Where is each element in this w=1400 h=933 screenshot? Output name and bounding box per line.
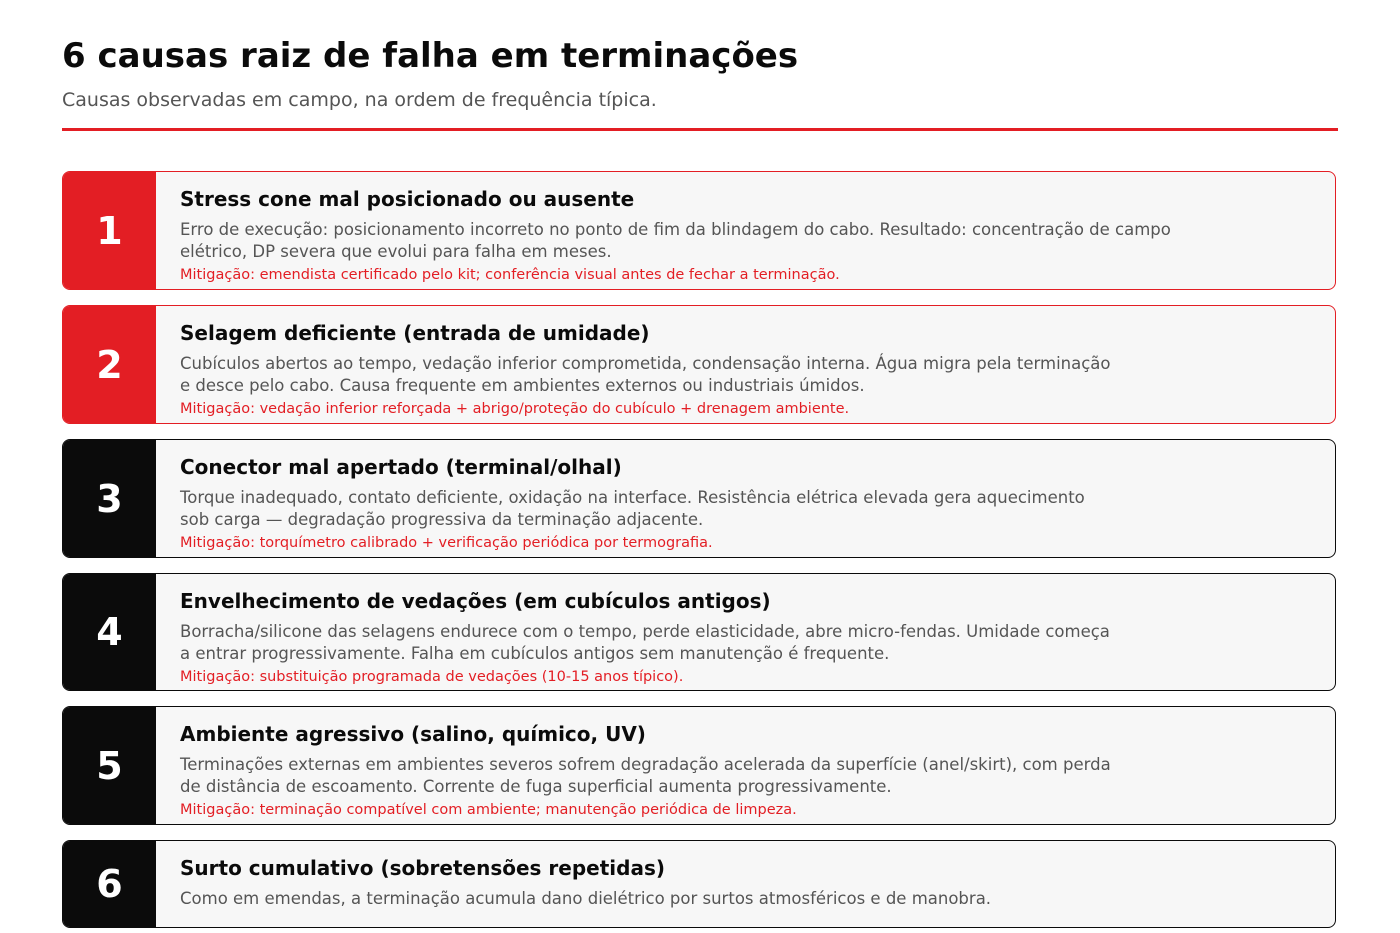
cause-title: Envelhecimento de vedações (em cubículos antigos) — [180, 589, 771, 613]
cause-description — [180, 754, 1210, 798]
cause-description-line: de distância de escoamento. Corrente de fuga superficial aumenta progressivamente. — [180, 777, 892, 796]
cause-number-badge: 6 — [63, 841, 156, 927]
cause-description-line: Erro de execução: posicionamento incorreto no ponto de fim da blindagem do cabo. Resultado: concentração de campo — [180, 220, 1171, 239]
cause-title: Selagem deficiente (entrada de umidade) — [180, 321, 650, 345]
cause-number-badge: 5 — [63, 707, 156, 824]
cause-description-line: sob carga — degradação progressiva da terminação adjacente. — [180, 510, 704, 529]
page-subtitle: Causas observadas em campo, na ordem de frequência típica. — [62, 89, 657, 111]
cause-description-line: Torque inadequado, contato deficiente, oxidação na interface. Resistência elétrica elevada gera aquecimento — [180, 488, 1085, 507]
cause-title: Surto cumulativo (sobretensões repetidas) — [180, 856, 665, 880]
cause-number-badge: 1 — [63, 172, 156, 289]
cause-description-line: Como em emendas, a terminação acumula dano dielétrico por surtos atmosféricos e de manobra. — [180, 889, 992, 908]
cause-description-line: Cubículos abertos ao tempo, vedação inferior comprometida, condensação interna. Água migra pela terminação — [180, 354, 1111, 373]
cause-mitigation: Mitigação: substituição programada de vedações (10-15 anos típico). — [180, 669, 684, 685]
cause-description-line: Terminações externas em ambientes severos sofrem degradação acelerada da superfície (anel/skirt), com perda — [180, 755, 1111, 774]
page-title: 6 causas raiz de falha em terminações — [62, 36, 799, 76]
cause-title: Stress cone mal posicionado ou ausente — [180, 187, 635, 211]
cause-mitigation: Mitigação: torquímetro calibrado + verificação periódica por termografia. — [180, 535, 713, 551]
cause-title: Conector mal apertado (terminal/olhal) — [180, 455, 622, 479]
cause-description-line: e desce pelo cabo. Causa frequente em ambientes externos ou industriais úmidos. — [180, 376, 865, 395]
cause-card-4 — [62, 573, 1336, 691]
cause-mitigation: Mitigação: emendista certificado pelo kit; conferência visual antes de fechar a terminação. — [180, 267, 840, 283]
cause-description — [180, 621, 1210, 665]
cause-number-badge: 4 — [63, 574, 156, 690]
cause-description-line: Borracha/silicone das selagens endurece com o tempo, perde elasticidade, abre micro-fendas. Umidade começa — [180, 622, 1110, 641]
cause-description — [180, 219, 1210, 263]
cause-mitigation: Mitigação: vedação inferior reforçada + abrigo/proteção do cubículo + drenagem ambiente. — [180, 401, 850, 417]
cause-description-line: elétrico, DP severa que evolui para falha em meses. — [180, 242, 612, 261]
cause-card-1 — [62, 171, 1336, 290]
cause-card-3 — [62, 439, 1336, 558]
cause-description — [180, 888, 1210, 910]
cause-card-5 — [62, 706, 1336, 825]
cause-card-2 — [62, 305, 1336, 424]
cause-mitigation: Mitigação: terminação compatível com ambiente; manutenção periódica de limpeza. — [180, 802, 797, 818]
cause-number-badge: 3 — [63, 440, 156, 557]
cause-description — [180, 487, 1210, 531]
cause-card-6 — [62, 840, 1336, 928]
title-divider — [62, 128, 1338, 131]
cause-description — [180, 353, 1210, 397]
cause-number-badge: 2 — [63, 306, 156, 423]
cause-description-line: a entrar progressivamente. Falha em cubículos antigos sem manutenção é frequente. — [180, 644, 890, 663]
cause-title: Ambiente agressivo (salino, químico, UV) — [180, 722, 646, 746]
